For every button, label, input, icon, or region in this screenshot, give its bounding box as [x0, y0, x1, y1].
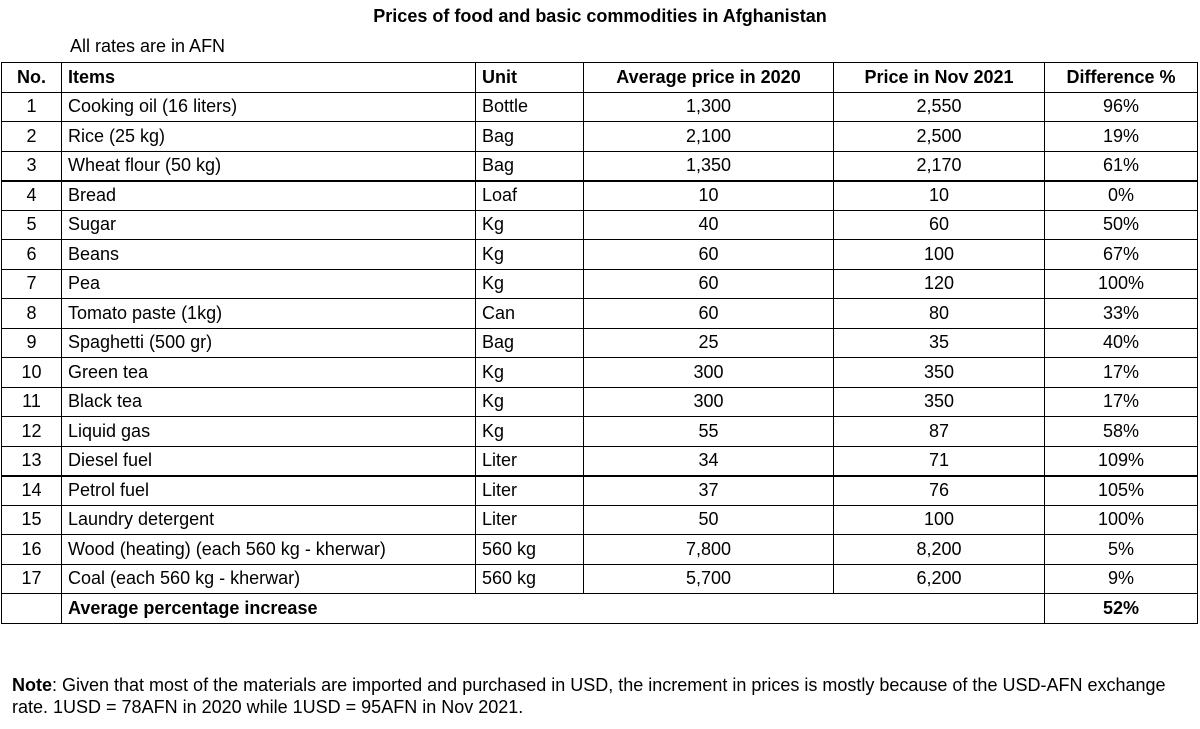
row-item: Green tea	[62, 358, 476, 388]
row-no: 8	[2, 299, 62, 329]
header-items: Items	[62, 63, 476, 93]
row-item: Coal (each 560 kg - kherwar)	[62, 564, 476, 594]
row-unit: Bag	[476, 151, 584, 181]
row-avg-2020: 7,800	[584, 535, 834, 565]
row-unit: Kg	[476, 387, 584, 417]
row-unit: Liter	[476, 505, 584, 535]
row-difference: 109%	[1045, 446, 1198, 476]
summary-row	[2, 594, 1198, 624]
table-row	[2, 151, 1198, 181]
table-row	[2, 328, 1198, 358]
header-nov-2021: Price in Nov 2021	[834, 63, 1045, 93]
row-nov-2021: 6,200	[834, 564, 1045, 594]
row-item: Wood (heating) (each 560 kg - kherwar)	[62, 535, 476, 565]
row-difference: 19%	[1045, 122, 1198, 152]
row-nov-2021: 2,550	[834, 92, 1045, 122]
row-avg-2020: 60	[584, 269, 834, 299]
row-unit: Kg	[476, 269, 584, 299]
summary-label: Average percentage increase	[62, 594, 1045, 624]
row-item: Wheat flour (50 kg)	[62, 151, 476, 181]
prices-table	[1, 62, 1198, 624]
row-nov-2021: 87	[834, 417, 1045, 447]
row-item: Laundry detergent	[62, 505, 476, 535]
row-unit: 560 kg	[476, 535, 584, 565]
row-avg-2020: 37	[584, 476, 834, 506]
row-avg-2020: 50	[584, 505, 834, 535]
table-row	[2, 387, 1198, 417]
row-difference: 96%	[1045, 92, 1198, 122]
row-no: 11	[2, 387, 62, 417]
table-row	[2, 299, 1198, 329]
row-avg-2020: 40	[584, 210, 834, 240]
header-avg-2020: Average price in 2020	[584, 63, 834, 93]
row-nov-2021: 8,200	[834, 535, 1045, 565]
row-unit: Loaf	[476, 181, 584, 211]
row-unit: Bag	[476, 328, 584, 358]
row-avg-2020: 25	[584, 328, 834, 358]
row-item: Liquid gas	[62, 417, 476, 447]
row-no: 10	[2, 358, 62, 388]
row-avg-2020: 300	[584, 358, 834, 388]
row-no: 5	[2, 210, 62, 240]
row-difference: 33%	[1045, 299, 1198, 329]
footnote-text: : Given that most of the materials are imported and purchased in USD, the increment in prices is mostly because of the USD-AFN exchange rate. 1USD = 78AFN in 2020 while 1USD = 95AFN in Nov 2021.	[12, 675, 1166, 717]
row-nov-2021: 2,170	[834, 151, 1045, 181]
row-difference: 100%	[1045, 505, 1198, 535]
row-no: 17	[2, 564, 62, 594]
row-no: 4	[2, 181, 62, 211]
row-difference: 67%	[1045, 240, 1198, 270]
row-avg-2020: 60	[584, 299, 834, 329]
currency-note: All rates are in AFN	[70, 36, 226, 56]
summary-value: 52%	[1045, 594, 1198, 624]
row-nov-2021: 120	[834, 269, 1045, 299]
row-avg-2020: 34	[584, 446, 834, 476]
row-avg-2020: 5,700	[584, 564, 834, 594]
table-row	[2, 358, 1198, 388]
row-avg-2020: 10	[584, 181, 834, 211]
row-unit: Can	[476, 299, 584, 329]
table-row	[2, 505, 1198, 535]
row-difference: 105%	[1045, 476, 1198, 506]
page-title: Prices of food and basic commodities in Afghanistan	[373, 6, 827, 26]
row-avg-2020: 55	[584, 417, 834, 447]
row-no: 15	[2, 505, 62, 535]
table-row	[2, 417, 1198, 447]
row-unit: Kg	[476, 240, 584, 270]
header-no: No.	[2, 63, 62, 93]
row-unit: Kg	[476, 358, 584, 388]
row-nov-2021: 35	[834, 328, 1045, 358]
row-nov-2021: 100	[834, 505, 1045, 535]
row-difference: 5%	[1045, 535, 1198, 565]
row-unit: Liter	[476, 446, 584, 476]
row-difference: 9%	[1045, 564, 1198, 594]
row-difference: 100%	[1045, 269, 1198, 299]
table-row	[2, 122, 1198, 152]
row-nov-2021: 60	[834, 210, 1045, 240]
row-item: Petrol fuel	[62, 476, 476, 506]
row-nov-2021: 80	[834, 299, 1045, 329]
row-difference: 50%	[1045, 210, 1198, 240]
row-no: 14	[2, 476, 62, 506]
row-no: 1	[2, 92, 62, 122]
row-nov-2021: 350	[834, 358, 1045, 388]
summary-empty-cell	[2, 594, 62, 624]
row-difference: 17%	[1045, 387, 1198, 417]
table-row	[2, 210, 1198, 240]
row-item: Sugar	[62, 210, 476, 240]
row-no: 7	[2, 269, 62, 299]
row-item: Beans	[62, 240, 476, 270]
row-nov-2021: 10	[834, 181, 1045, 211]
row-avg-2020: 1,350	[584, 151, 834, 181]
row-nov-2021: 100	[834, 240, 1045, 270]
row-avg-2020: 300	[584, 387, 834, 417]
row-item: Tomato paste (1kg)	[62, 299, 476, 329]
row-avg-2020: 60	[584, 240, 834, 270]
row-difference: 17%	[1045, 358, 1198, 388]
row-nov-2021: 350	[834, 387, 1045, 417]
row-no: 2	[2, 122, 62, 152]
table-row	[2, 240, 1198, 270]
row-item: Diesel fuel	[62, 446, 476, 476]
header-unit: Unit	[476, 63, 584, 93]
row-no: 13	[2, 446, 62, 476]
row-nov-2021: 71	[834, 446, 1045, 476]
row-unit: 560 kg	[476, 564, 584, 594]
row-difference: 0%	[1045, 181, 1198, 211]
row-difference: 58%	[1045, 417, 1198, 447]
row-no: 16	[2, 535, 62, 565]
row-item: Black tea	[62, 387, 476, 417]
table-row	[2, 269, 1198, 299]
table-row	[2, 476, 1198, 506]
row-nov-2021: 76	[834, 476, 1045, 506]
row-item: Rice (25 kg)	[62, 122, 476, 152]
row-no: 9	[2, 328, 62, 358]
row-difference: 40%	[1045, 328, 1198, 358]
table-row	[2, 535, 1198, 565]
row-unit: Bottle	[476, 92, 584, 122]
table-row	[2, 92, 1198, 122]
row-unit: Kg	[476, 210, 584, 240]
footnote	[12, 674, 1192, 718]
table-row	[2, 564, 1198, 594]
row-item: Spaghetti (500 gr)	[62, 328, 476, 358]
table-row	[2, 446, 1198, 476]
table-row	[2, 181, 1198, 211]
row-difference: 61%	[1045, 151, 1198, 181]
footnote-label: Note	[12, 675, 52, 695]
row-no: 3	[2, 151, 62, 181]
row-item: Bread	[62, 181, 476, 211]
row-avg-2020: 1,300	[584, 92, 834, 122]
row-no: 6	[2, 240, 62, 270]
row-unit: Kg	[476, 417, 584, 447]
row-unit: Liter	[476, 476, 584, 506]
row-avg-2020: 2,100	[584, 122, 834, 152]
header-difference: Difference %	[1045, 63, 1198, 93]
row-nov-2021: 2,500	[834, 122, 1045, 152]
row-item: Cooking oil (16 liters)	[62, 92, 476, 122]
row-no: 12	[2, 417, 62, 447]
table-header-row	[2, 63, 1198, 93]
row-unit: Bag	[476, 122, 584, 152]
row-item: Pea	[62, 269, 476, 299]
